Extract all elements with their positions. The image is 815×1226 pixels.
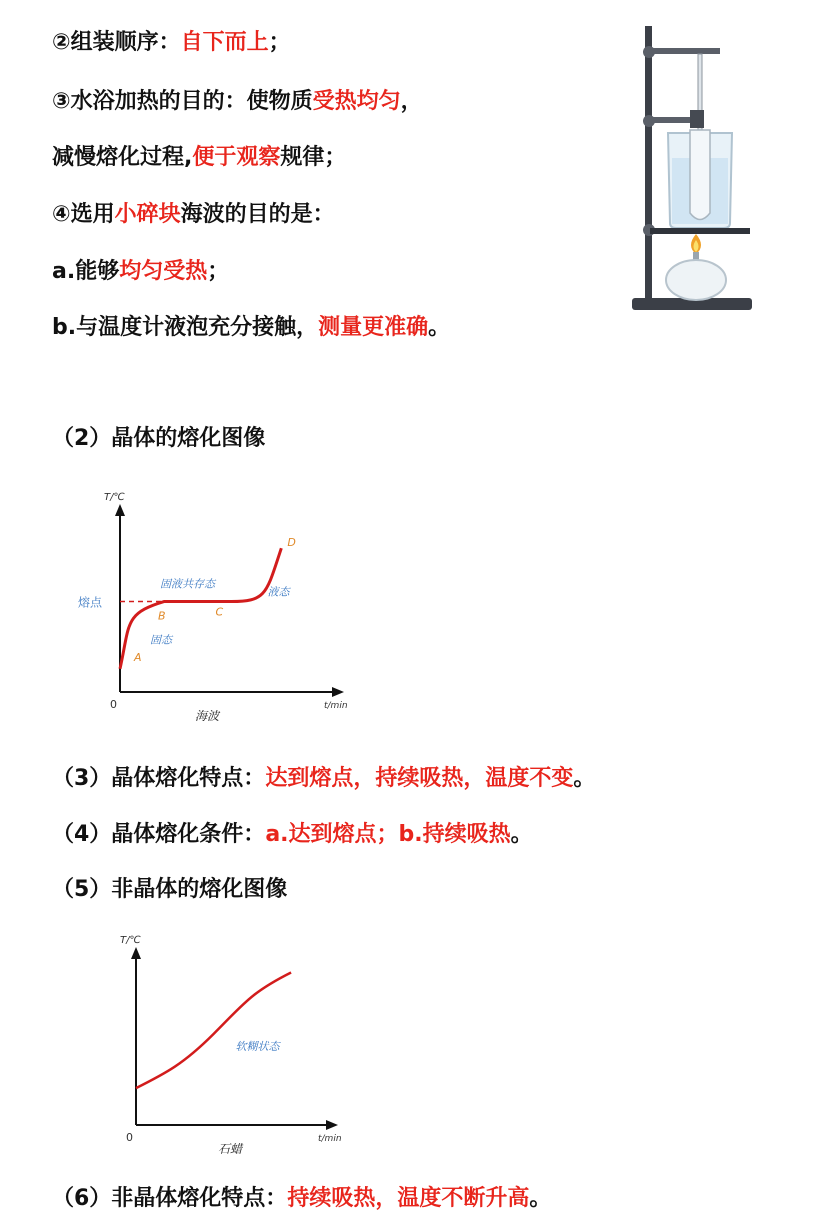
- x-axis-arrow: [332, 687, 344, 697]
- amorphous-melting-chart: [108, 925, 358, 1165]
- step-3-continuation: [52, 143, 346, 173]
- text: 减慢熔化过程,: [52, 145, 193, 170]
- annotation-soft: 软糊状态: [235, 1039, 280, 1053]
- section-6-amorphous-melting-features: [52, 1184, 551, 1214]
- highlight: 小碎块: [114, 202, 181, 227]
- text: （6）非晶体熔化特点：: [52, 1186, 288, 1211]
- step-2-assembly-order: [52, 28, 291, 58]
- highlight: a.达到熔点；b.持续吸热: [265, 822, 511, 847]
- origin-label: 0: [110, 698, 117, 711]
- point-label-C: C: [215, 605, 224, 619]
- origin-label: 0: [126, 1131, 133, 1144]
- text: ②组装顺序：: [52, 30, 181, 55]
- x-axis-label: t/min: [324, 701, 348, 711]
- section-2-heading: （2）晶体的熔化图像: [52, 426, 266, 451]
- step-3-water-bath-purpose: [52, 87, 423, 117]
- text: 。: [428, 315, 451, 340]
- text: ④选用: [52, 202, 115, 227]
- text: 。: [573, 766, 596, 791]
- melting-point-label: 熔点: [78, 595, 103, 610]
- text: 海波的目的是：: [180, 202, 335, 227]
- melting-curve: [120, 548, 281, 669]
- text: b.与温度计液泡充分接触，: [52, 315, 319, 340]
- section-4-crystal-melting-conditions: [52, 820, 533, 850]
- chart-caption: 石蜡: [218, 1142, 243, 1156]
- text: ，: [400, 89, 423, 114]
- y-axis-arrow: [131, 947, 141, 959]
- section-5-heading: （5）非晶体的熔化图像: [52, 877, 288, 902]
- reason-b: [52, 313, 450, 343]
- text: ；: [207, 259, 230, 284]
- y-axis-label: T/℃: [120, 935, 141, 946]
- point-label-B: B: [158, 609, 166, 623]
- annotation-solid: 固态: [150, 633, 172, 647]
- y-axis-label: T/℃: [104, 492, 125, 503]
- highlight: 受热均匀: [312, 89, 401, 114]
- point-label-D: D: [287, 536, 296, 550]
- apparatus-illustration: [620, 18, 760, 318]
- text: 。: [510, 822, 533, 847]
- step-4-small-pieces: [52, 200, 335, 230]
- text: ；: [268, 30, 291, 55]
- crystal-melting-chart: [70, 478, 370, 728]
- highlight: 自下而上: [180, 30, 269, 55]
- annotation-liquid: 液态: [267, 585, 290, 599]
- x-axis-label: t/min: [318, 1134, 342, 1144]
- text: a.能够: [52, 259, 120, 284]
- amorphous-curve: [136, 972, 291, 1088]
- reason-a: [52, 257, 229, 287]
- text: （3）晶体熔化特点：: [52, 766, 266, 791]
- highlight: 均匀受热: [119, 259, 208, 284]
- highlight: 持续吸热，温度不断升高: [287, 1186, 530, 1211]
- section-3-crystal-melting-features: [52, 764, 595, 794]
- point-label-A: A: [134, 650, 142, 664]
- text: ③水浴加热的目的：使物质: [52, 89, 313, 114]
- highlight: 测量更准确: [318, 315, 429, 340]
- y-axis-arrow: [115, 504, 125, 516]
- x-axis-arrow: [326, 1120, 338, 1130]
- chart-caption: 海波: [195, 709, 220, 723]
- highlight: 便于观察: [192, 145, 281, 170]
- highlight: 达到熔点，持续吸热，温度不变: [265, 766, 574, 791]
- annotation-coexist: 固液共存态: [160, 577, 215, 591]
- text: （4）晶体熔化条件：: [52, 822, 266, 847]
- text: 。: [529, 1186, 552, 1211]
- text: 规律；: [280, 145, 347, 170]
